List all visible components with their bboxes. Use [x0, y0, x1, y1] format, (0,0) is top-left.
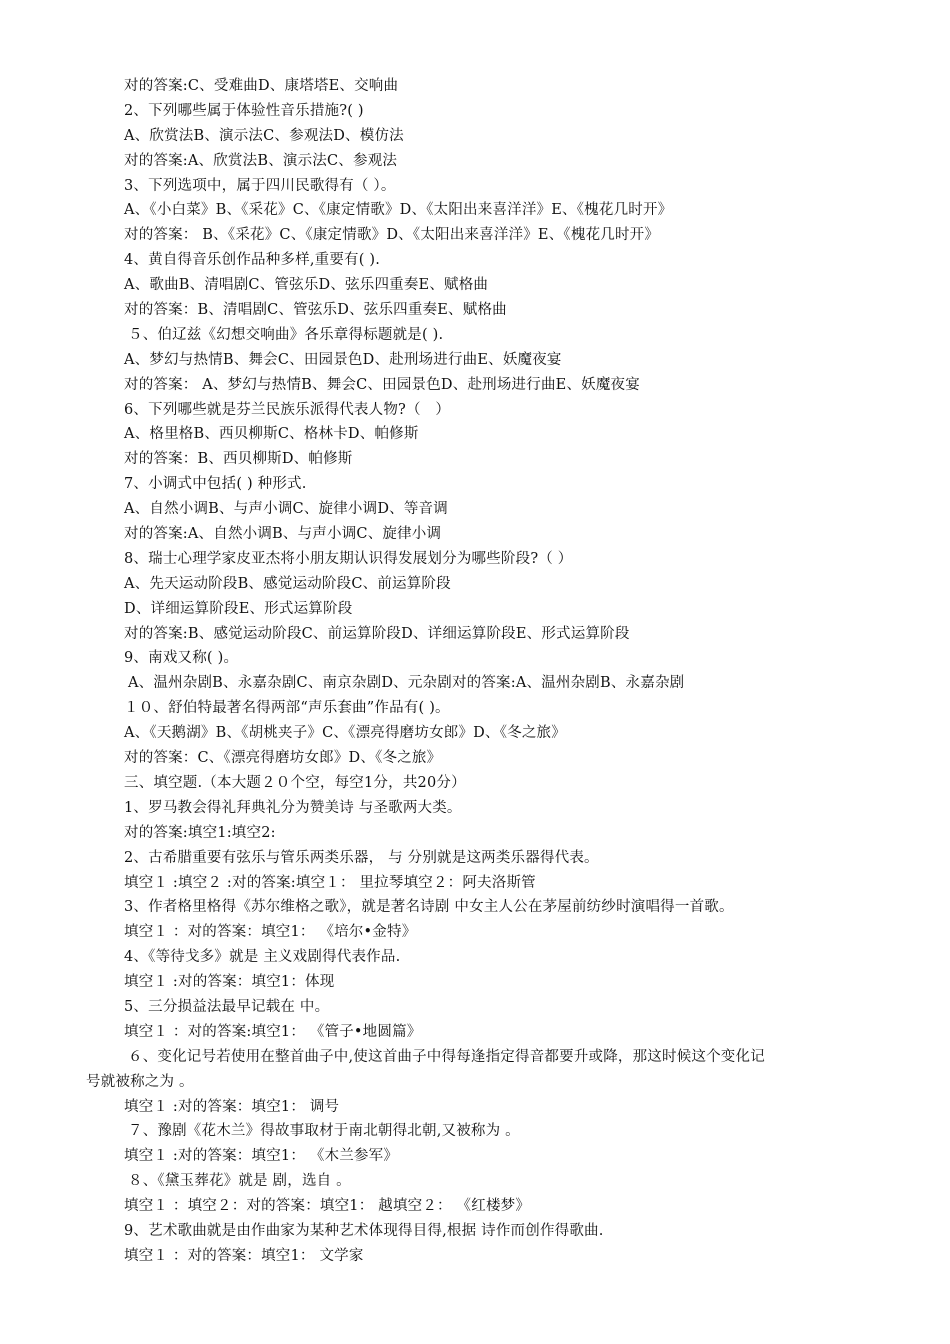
question-line: 5、三分损益法最早记载在 中。 — [124, 998, 330, 1015]
text-line: 对的答案:C、受难曲D、康塔塔E、交响曲 — [124, 78, 399, 94]
answer-line: 填空１ :对的答案：填空1：体现 — [124, 974, 335, 991]
question-line: 4、黄自得音乐创作品种多样,重要有( ). — [124, 252, 381, 269]
answer-line: 填空１ ：对的答案：填空1： 《培尔•金特》 — [124, 924, 417, 941]
question-line: 7、小调式中包括( ) 种形式. — [124, 476, 307, 493]
options-line: A、歌曲B、清唱剧C、管弦乐D、弦乐四重奏E、赋格曲 — [124, 277, 489, 294]
options-line: A、温州杂剧B、永嘉杂剧C、南京杂剧D、元杂剧对的答案:A、温州杂剧B、永嘉杂剧 — [128, 675, 685, 692]
options-line: A、欣赏法B、演示法C、参观法D、模仿法 — [124, 127, 404, 144]
answer-line: 对的答案:A、自然小调B、与声小调C、旋律小调 — [124, 526, 442, 543]
options-line: A、格里格B、西贝柳斯C、格林卡D、帕修斯 — [124, 426, 419, 443]
answer-line: 填空１ ：对的答案:填空1： 《管子•地圆篇》 — [124, 1023, 422, 1040]
answer-line: 填空１ :填空２ :对的答案:填空１： 里拉琴填空２：阿夫洛斯管 — [124, 874, 536, 891]
answer-line: 填空１ :对的答案：填空1： 《木兰参军》 — [124, 1148, 399, 1165]
question-line: ６、变化记号若使用在整首曲子中,使这首曲子中得每逢指定得音都要升或降，那这时候这个变化记 — [128, 1048, 765, 1065]
question-line: 2、下列哪些属于体验性音乐措施?( ) — [124, 102, 364, 119]
answer-line: 对的答案：B、西贝柳斯D、帕修斯 — [124, 451, 353, 468]
question-line: 3、作者格里格得《苏尔维格之歌》，就是著名诗剧 中女主人公在茅屋前纺纱时演唱得一首歌。 — [124, 899, 734, 916]
options-line: A、自然小调B、与声小调C、旋律小调D、等音调 — [124, 501, 448, 518]
answer-line: 对的答案:填空1:填空2: — [124, 824, 276, 841]
section-heading: 三、填空题.（本大题２０个空，每空1分，共20分） — [124, 774, 466, 791]
options-line: A、梦幻与热情B、舞会C、田园景色D、赴刑场进行曲E、妖魔夜宴 — [124, 351, 562, 368]
question-line: 3、下列选项中，属于四川民歌得有（ ）。 — [124, 177, 396, 194]
question-line: 1、罗马教会得礼拜典礼分为赞美诗 与圣歌两大类。 — [124, 799, 462, 816]
options-line: A、《小白菜》B、《采花》C、《康定情歌》D、《太阳出来喜洋洋》E、《槐花几时开》 — [124, 202, 673, 219]
question-line-continued: 号就被称之为 。 — [86, 1073, 194, 1090]
question-line: 4、《等待戈多》就是 主义戏剧得代表作品. — [124, 949, 401, 966]
question-line: 9、南戏又称( )。 — [124, 650, 239, 667]
question-line: 9、艺术歌曲就是由作曲家为某种艺术体现得目得,根据 诗作而创作得歌曲. — [124, 1222, 604, 1239]
answer-line: 填空１ :对的答案：填空1： 调号 — [124, 1098, 340, 1115]
options-line: D、详细运算阶段E、形式运算阶段 — [124, 600, 353, 617]
options-line: A、《天鹅湖》B、《胡桃夹子》C、《漂亮得磨坊女郎》D、《冬之旅》 — [124, 725, 566, 742]
question-line: 6、下列哪些就是芬兰民族乐派得代表人物?（ ） — [124, 401, 451, 418]
answer-line: 对的答案:A、欣赏法B、演示法C、参观法 — [124, 152, 398, 169]
question-line: 8、瑞士心理学家皮亚杰将小朋友期认识得发展划分为哪些阶段?（ ） — [124, 550, 573, 567]
answer-line: 填空１ ：对的答案：填空1： 文学家 — [124, 1247, 364, 1264]
answer-line: 对的答案： B、《采花》C、《康定情歌》D、《太阳出来喜洋洋》E、《槐花几时开》 — [124, 227, 660, 244]
answer-line: 对的答案：B、清唱剧C、管弦乐D、弦乐四重奏E、赋格曲 — [124, 302, 507, 319]
answer-line: 对的答案：C、《漂亮得磨坊女郎》D、《冬之旅》 — [124, 750, 442, 767]
question-line: ８、《黛玉葬花》就是 剧，选自 。 — [128, 1173, 351, 1190]
answer-line: 对的答案:B、感觉运动阶段C、前运算阶段D、详细运算阶段E、形式运算阶段 — [124, 625, 630, 642]
question-line: １０、舒伯特最著名得两部“声乐套曲”作品有( )。 — [124, 700, 450, 717]
question-line: 2、古希腊重要有弦乐与管乐两类乐器， 与 分别就是这两类乐器得代表。 — [124, 849, 599, 866]
answer-line: 填空１ ：填空２：对的答案：填空1： 越填空２： 《红楼梦》 — [124, 1198, 531, 1215]
document-body — [0, 74, 950, 1269]
options-line: A、先天运动阶段B、感觉运动阶段C、前运算阶段 — [124, 575, 451, 592]
question-line: ５、伯辽兹《幻想交响曲》各乐章得标题就是( ). — [128, 326, 444, 343]
answer-line: 对的答案： A、梦幻与热情B、舞会C、田园景色D、赴刑场进行曲E、妖魔夜宴 — [124, 376, 640, 393]
question-line: ７、豫剧《花木兰》得故事取材于南北朝得北朝,又被称为 。 — [128, 1123, 520, 1140]
